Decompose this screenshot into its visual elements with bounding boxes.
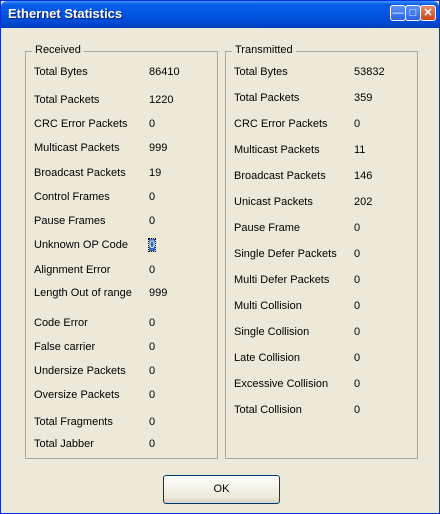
- transmitted-stat-row: [226, 196, 417, 210]
- transmitted-stat-row: [226, 378, 417, 392]
- received-stat-label: Control Frames: [34, 191, 110, 203]
- received-stat-row: [26, 264, 217, 278]
- received-stat-value: 0: [149, 215, 156, 227]
- close-button[interactable]: [420, 5, 436, 21]
- transmitted-group: [225, 44, 418, 459]
- transmitted-stat-row: [226, 92, 417, 106]
- received-stat-label: Undersize Packets: [34, 365, 126, 377]
- received-stat-row: [26, 167, 217, 181]
- received-stat-row: [26, 287, 217, 301]
- transmitted-stat-label: Excessive Collision: [234, 378, 329, 390]
- received-stat-label: Pause Frames: [34, 215, 106, 227]
- received-stat-value: 0: [149, 365, 156, 377]
- transmitted-stat-row: [226, 222, 417, 236]
- received-stat-label: False carrier: [34, 341, 96, 353]
- maximize-icon: □: [409, 7, 417, 19]
- title-bar[interactable]: [1, 1, 439, 28]
- transmitted-stat-label: Unicast Packets: [234, 196, 313, 208]
- received-stat-value: 0: [149, 389, 156, 401]
- transmitted-stat-value: 202: [354, 196, 373, 208]
- received-stat-row: [26, 438, 217, 452]
- received-stat-value: 0: [149, 317, 156, 329]
- transmitted-stat-row: [226, 144, 417, 158]
- transmitted-stat-value: 0: [354, 352, 361, 364]
- transmitted-stat-value: 0: [354, 248, 361, 260]
- received-stat-row: [26, 416, 217, 430]
- received-stat-label: Total Jabber: [34, 438, 94, 450]
- minimize-icon: —: [392, 7, 404, 19]
- received-stat-row: [26, 94, 217, 108]
- transmitted-stat-value: 53832: [354, 66, 385, 78]
- received-stat-row: [26, 389, 217, 403]
- received-stat-row: [26, 118, 217, 132]
- ok-button[interactable]: OK: [163, 475, 280, 504]
- received-stat-value: 0: [149, 191, 156, 203]
- transmitted-stat-value: 0: [354, 378, 361, 390]
- received-group: [25, 44, 218, 459]
- received-stat-row: [26, 341, 217, 355]
- received-stat-value[interactable]: 0: [149, 239, 156, 251]
- received-stat-value: 0: [149, 264, 156, 276]
- received-stat-value: 0: [149, 438, 156, 450]
- transmitted-stat-row: [226, 352, 417, 366]
- transmitted-stat-value: 0: [354, 326, 361, 338]
- received-stat-label: Multicast Packets: [34, 142, 120, 154]
- received-stat-label: CRC Error Packets: [34, 118, 128, 130]
- received-stat-value: 0: [149, 341, 156, 353]
- received-stat-label: Total Packets: [34, 94, 100, 106]
- transmitted-stat-label: Late Collision: [234, 352, 301, 364]
- transmitted-stat-value: 0: [354, 118, 361, 130]
- transmitted-stat-row: [226, 66, 417, 80]
- transmitted-stat-value: 0: [354, 300, 361, 312]
- close-icon: ✕: [423, 7, 433, 19]
- transmitted-stat-label: Multi Collision: [234, 300, 302, 312]
- transmitted-stat-label: Total Bytes: [234, 66, 288, 78]
- transmitted-stat-label: Multi Defer Packets: [234, 274, 330, 286]
- received-stat-value: 999: [149, 287, 168, 299]
- received-stat-label: Oversize Packets: [34, 389, 120, 401]
- transmitted-stat-label: Total Packets: [234, 92, 300, 104]
- transmitted-stat-row: [226, 326, 417, 340]
- received-stat-value: 19: [149, 167, 162, 179]
- received-stat-row: [26, 215, 217, 229]
- transmitted-stat-row: [226, 274, 417, 288]
- received-stat-value: 86410: [149, 66, 180, 78]
- received-stat-label: Alignment Error: [34, 264, 111, 276]
- received-stat-value: 1220: [149, 94, 174, 106]
- received-stat-row: [26, 142, 217, 156]
- transmitted-stat-row: [226, 170, 417, 184]
- transmitted-stat-label: Single Collision: [234, 326, 310, 338]
- transmitted-stat-value: 0: [354, 404, 361, 416]
- transmitted-stat-row: [226, 118, 417, 132]
- transmitted-stat-value: 359: [354, 92, 373, 104]
- transmitted-stat-row: [226, 404, 417, 418]
- received-stat-value: 0: [149, 416, 156, 428]
- received-stat-row: [26, 191, 217, 205]
- maximize-button[interactable]: [405, 5, 421, 21]
- window-title: Ethernet Statistics: [8, 6, 123, 21]
- received-stat-row: [26, 317, 217, 331]
- transmitted-stat-label: Single Defer Packets: [234, 248, 337, 260]
- transmitted-group-label: Transmitted: [232, 44, 296, 56]
- received-stat-label: Total Bytes: [34, 66, 88, 78]
- received-stat-row: [26, 239, 217, 253]
- transmitted-stat-label: Total Collision: [234, 404, 302, 416]
- received-stat-label: Code Error: [34, 317, 88, 329]
- transmitted-stat-label: Broadcast Packets: [234, 170, 326, 182]
- received-stat-label: Total Fragments: [34, 416, 113, 428]
- received-group-label: Received: [32, 44, 84, 56]
- received-stat-label: Broadcast Packets: [34, 167, 126, 179]
- received-stat-row: [26, 365, 217, 379]
- transmitted-stat-label: Pause Frame: [234, 222, 301, 234]
- transmitted-stat-label: Multicast Packets: [234, 144, 320, 156]
- transmitted-stat-label: CRC Error Packets: [234, 118, 328, 130]
- transmitted-stat-value: 11: [354, 144, 366, 156]
- transmitted-stat-value: 146: [354, 170, 373, 182]
- received-stat-label: Length Out of range: [34, 287, 132, 299]
- received-stat-value: 0: [149, 118, 156, 130]
- minimize-button[interactable]: [390, 5, 406, 21]
- received-stat-row: [26, 66, 217, 80]
- transmitted-stat-row: [226, 300, 417, 314]
- received-stat-value: 999: [149, 142, 168, 154]
- transmitted-stat-row: [226, 248, 417, 262]
- received-stat-label: Unknown OP Code: [34, 239, 128, 251]
- transmitted-stat-value: 0: [354, 222, 361, 234]
- transmitted-stat-value: 0: [354, 274, 361, 286]
